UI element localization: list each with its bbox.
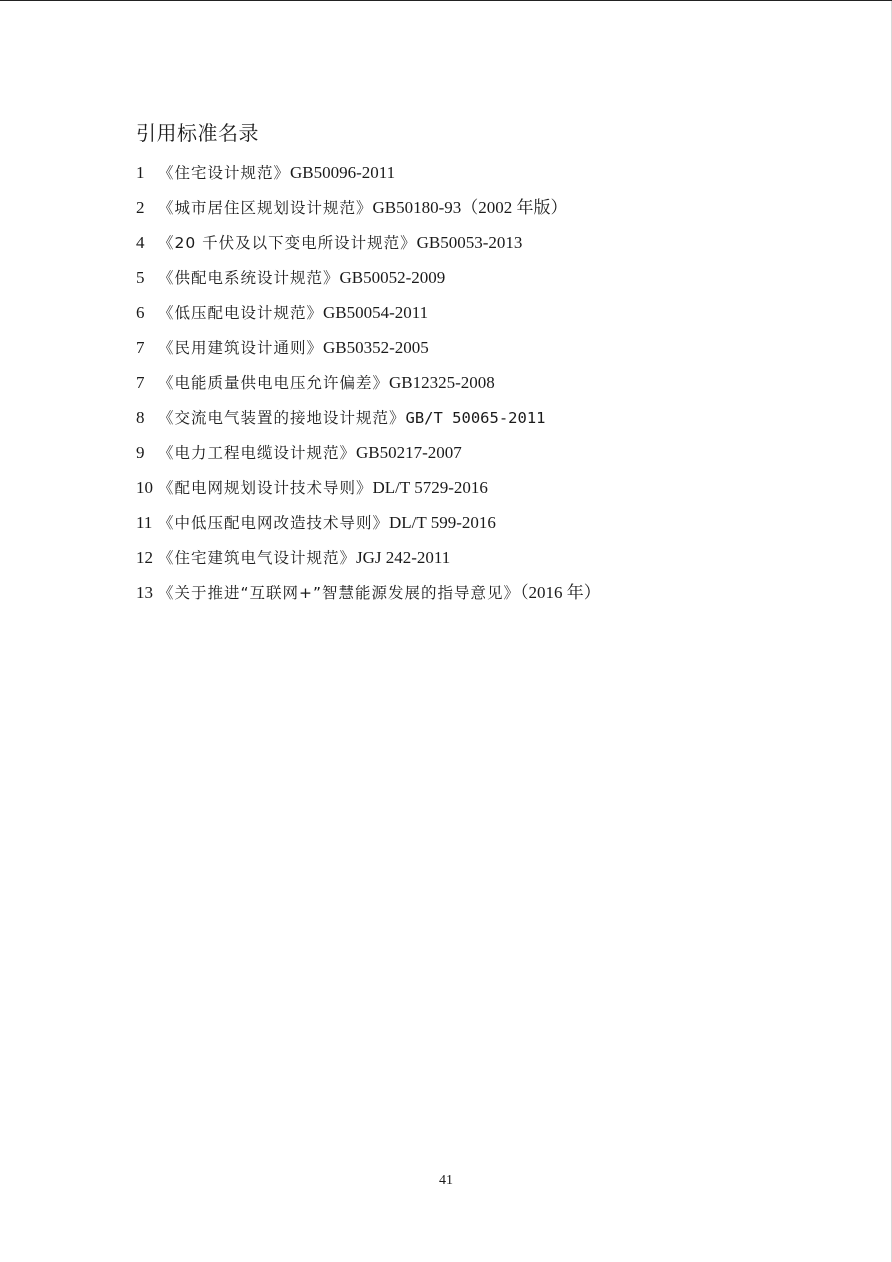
reference-number: 4 xyxy=(136,233,145,252)
reference-code: GB12325-2008 xyxy=(389,373,495,392)
reference-number: 8 xyxy=(136,408,145,427)
reference-number: 2 xyxy=(136,198,145,217)
reference-code: DL/T 5729-2016 xyxy=(372,478,488,497)
reference-code: GB50053-2013 xyxy=(416,233,523,252)
reference-title: 《住宅建筑电气设计规范》 xyxy=(158,549,357,567)
reference-title: 《供配电系统设计规范》 xyxy=(158,269,340,287)
reference-item xyxy=(136,266,601,301)
reference-item xyxy=(136,441,601,476)
reference-item xyxy=(136,406,601,441)
reference-code: GB50096-2011 xyxy=(290,163,396,182)
reference-item xyxy=(136,161,601,196)
reference-title: 《低压配电设计规范》 xyxy=(158,304,324,322)
reference-code: GB50217-2007 xyxy=(356,443,462,462)
reference-item xyxy=(136,371,601,406)
reference-number: 5 xyxy=(136,268,145,287)
reference-number: 9 xyxy=(136,443,145,462)
reference-item xyxy=(136,511,601,546)
reference-number: 13 xyxy=(136,583,153,602)
reference-title: 《城市居住区规划设计规范》 xyxy=(158,199,373,217)
reference-title: 《交流电气装置的接地设计规范》 xyxy=(158,409,406,427)
reference-title: 《电力工程电缆设计规范》 xyxy=(158,444,357,462)
reference-code: GB50352-2005 xyxy=(323,338,429,357)
reference-code: GB50052-2009 xyxy=(339,268,446,287)
reference-code: GB/T 50065-2011 xyxy=(405,409,546,427)
reference-title: 《民用建筑设计通则》 xyxy=(158,339,324,357)
reference-number: 11 xyxy=(136,513,153,532)
reference-title: 《配电网规划设计技术导则》 xyxy=(158,479,373,497)
reference-item xyxy=(136,476,601,511)
reference-title: 《20 千伏及以下变电所设计规范》 xyxy=(158,234,417,252)
reference-title: 《关于推进“互联网+”智慧能源发展的指导意见》 xyxy=(158,584,521,602)
reference-list xyxy=(136,161,601,616)
reference-item xyxy=(136,231,601,266)
reference-number: 6 xyxy=(136,303,145,322)
reference-item xyxy=(136,546,601,581)
reference-item xyxy=(136,336,601,371)
reference-code: JGJ 242-2011 xyxy=(356,548,451,567)
reference-number: 7 xyxy=(136,338,145,357)
page-number: 41 xyxy=(439,1173,453,1188)
reference-number: 12 xyxy=(136,548,153,567)
reference-code: （2016 年） xyxy=(520,583,601,602)
reference-number: 7 xyxy=(136,373,145,392)
reference-title: 《电能质量供电电压允许偏差》 xyxy=(158,374,390,392)
reference-item xyxy=(136,196,601,231)
reference-number: 1 xyxy=(136,163,145,182)
reference-title: 《中低压配电网改造技术导则》 xyxy=(158,514,390,532)
reference-item xyxy=(136,581,601,616)
reference-item xyxy=(136,301,601,336)
section-heading: 引用标准名录 xyxy=(136,121,259,145)
reference-code: GB50180-93（2002 年版） xyxy=(372,198,568,217)
reference-number: 10 xyxy=(136,478,153,497)
reference-code: GB50054-2011 xyxy=(323,303,429,322)
reference-code: DL/T 599-2016 xyxy=(389,513,496,532)
reference-title: 《住宅设计规范》 xyxy=(158,164,291,182)
